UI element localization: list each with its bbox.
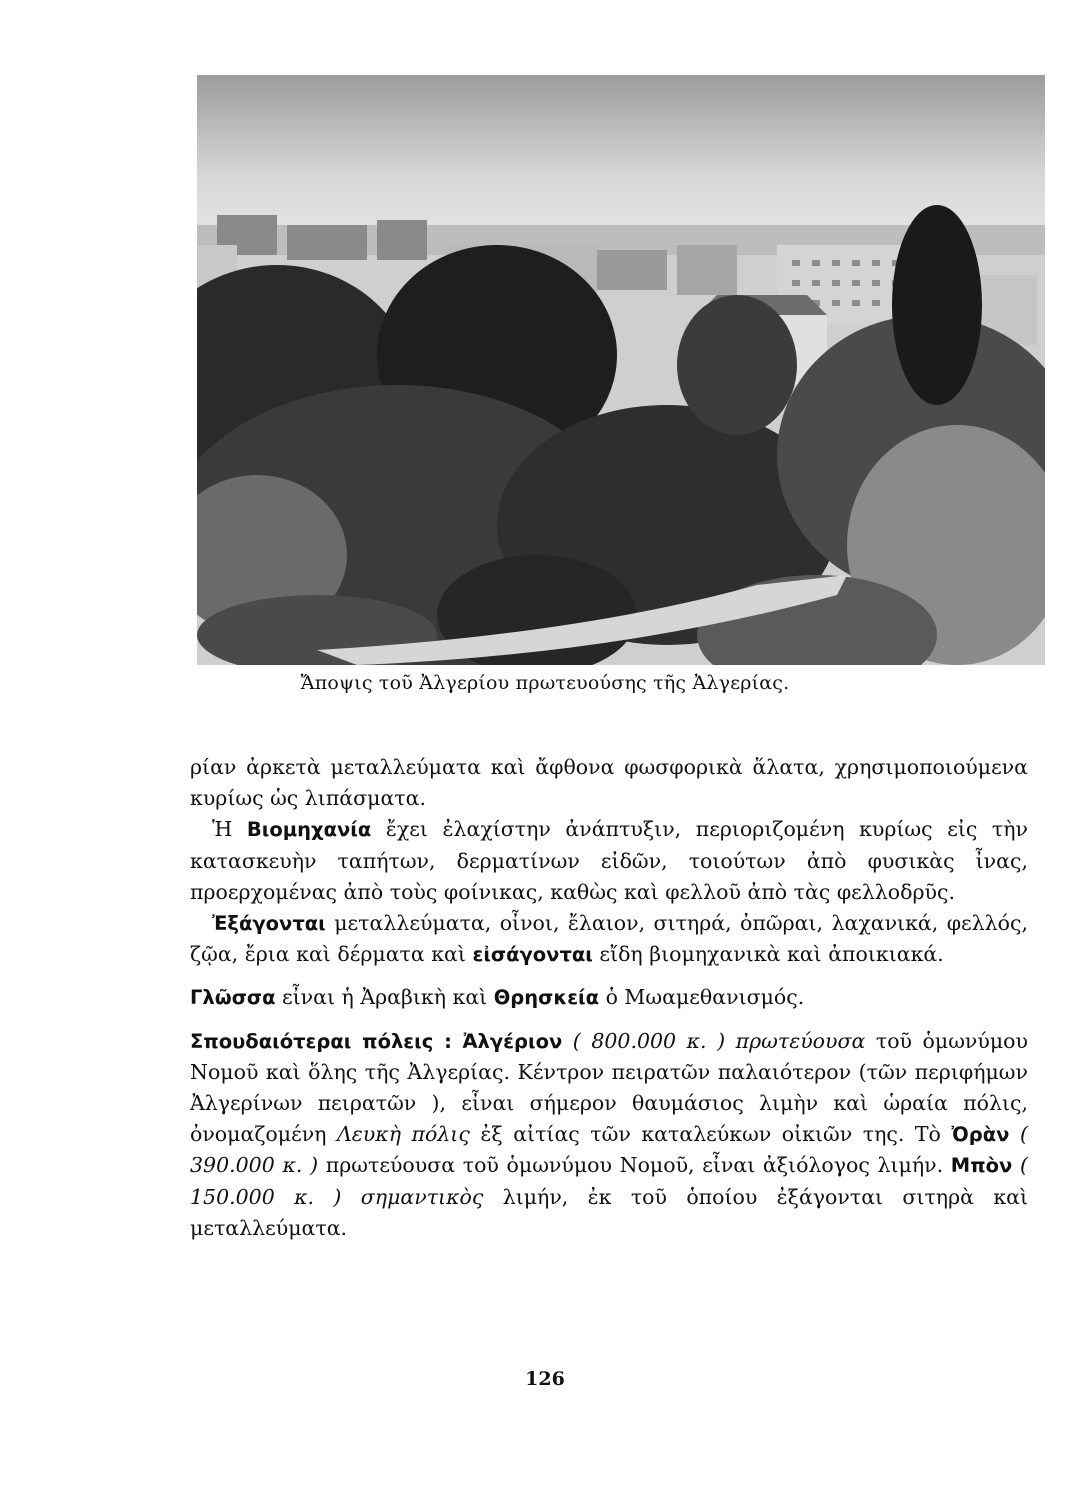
algiers-description-2: ἐξ αἰτίας τῶν καταλεύκων οἰκιῶν της. Τὸ — [469, 1122, 952, 1147]
photo-illustration — [197, 75, 1045, 665]
city-view-photo — [197, 75, 1045, 665]
religion-term: Θρησκεία — [493, 986, 600, 1010]
paragraph-minerals: ρίαν ἀρκετὰ μεταλλεύματα καὶ ἄφθονα φωσφορικὰ ἅλατα, χρησιμοποιούμενα κυρίως ὡς λιπάσματα. — [190, 755, 1028, 811]
paragraph-trade — [190, 908, 1028, 970]
paragraph-language — [190, 982, 1028, 1013]
bone-important: σημαντικὸς — [360, 1184, 484, 1209]
export-text: μεταλλεύματα, οἶνοι, ἔλαιον, σιτηρά, ὀπῶραι, λαχανικά, φελλός, ζῷα, ἔρια καὶ δέρματα καὶ — [190, 911, 1028, 967]
language-text: εἶναι ἡ Ἀραβικὴ καὶ — [275, 985, 494, 1010]
oran-description: πρωτεύουσα τοῦ ὁμωνύμου Νομοῦ, εἶναι ἀξιόλογος λιμήν. — [318, 1153, 951, 1178]
paragraph-cities — [190, 1026, 1028, 1244]
page-number: 126 — [525, 1368, 565, 1390]
city-oran: Ὀρὰν — [951, 1123, 1010, 1147]
cities-heading: Σπουδαιότεραι πόλεις : — [190, 1029, 452, 1053]
religion-text: ὁ Μωαμεθανισμός. — [599, 985, 805, 1010]
city-bone: Μπὸν — [950, 1154, 1013, 1178]
body-text — [190, 752, 1028, 1244]
industry-term: Βιομηχανία — [246, 818, 372, 842]
bone-population: ( 150.000 κ. ) — [190, 1153, 1028, 1209]
import-text: εἴδη βιομηχανικὰ καὶ ἀποικιακά. — [592, 942, 944, 967]
algiers-population: ( 800.000 κ. ) — [572, 1028, 726, 1053]
algiers-capital: πρωτεύουσα — [735, 1028, 866, 1053]
language-term: Γλῶσσα — [190, 986, 276, 1010]
white-city: Λευκὴ πόλις — [336, 1122, 470, 1147]
import-term: εἰσάγονται — [472, 943, 593, 967]
bone-description: λιμήν, ἐκ τοῦ ὁποίου ἐξάγονται σιτηρὰ καὶ μεταλλεύματα. — [190, 1184, 1029, 1240]
industry-lead: Ἡ — [212, 817, 247, 842]
paragraph-industry — [190, 814, 1028, 908]
photo-caption: Ἄποψις τοῦ Ἀλγερίου πρωτευούσης τῆς Ἀλγερίας. — [300, 672, 790, 694]
export-term: Ἐξάγονται — [212, 912, 326, 936]
oran-population: ( 390.000 κ. ) — [190, 1122, 1028, 1178]
city-algiers: Ἀλγέριον — [462, 1029, 563, 1053]
industry-text: ἔχει ἐλαχίστην ἀνάπτυξιν, περιοριζομένη κυρίως εἰς τὴν κατασκευὴν ταπήτων, δερματίνων εἰδῶν, τοιούτων ἀπὸ φυσικὰς ἶνας, προερχομένας ἀπὸ τοὺς φοίνικας, καθὼς καὶ φελλοῦ ἀπὸ τὰς φελλοδρῦς. — [190, 817, 1028, 904]
algiers-description: τοῦ ὁμωνύμου Νομοῦ καὶ ὅλης τῆς Ἀλγερίας. Κέντρον πειρατῶν παλαιότερον (τῶν περιφήμων Ἀλγερίνων πειρατῶν ), εἶναι σήμερον θαυμάσιος λιμὴν καὶ ὡραία πόλις, ὀνομαζομένη — [190, 1028, 1028, 1147]
